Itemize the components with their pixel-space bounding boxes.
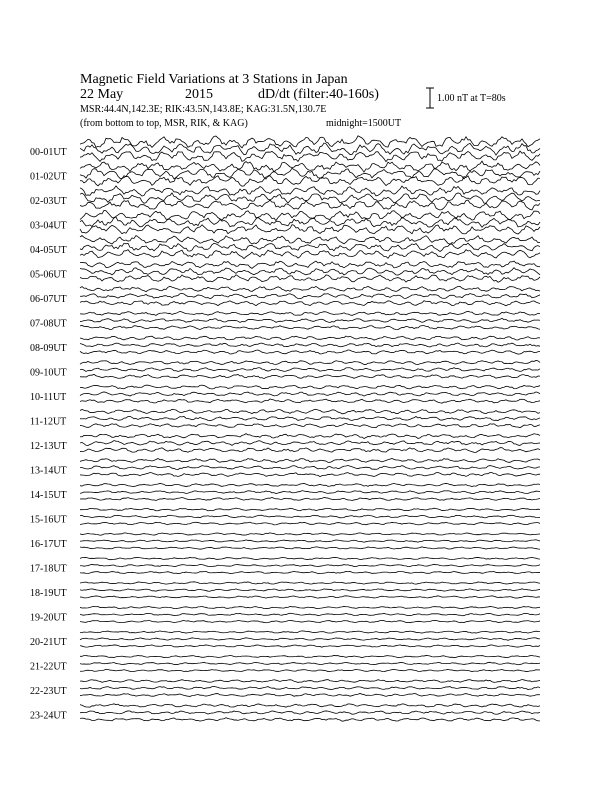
trace-kag (80, 448, 540, 453)
trace-rik (80, 441, 540, 446)
trace-rik (80, 638, 540, 641)
trace-rik (80, 540, 540, 542)
station-order: (from bottom to top, MSR, RIK, & KAG) (80, 118, 248, 129)
trace-msr (80, 409, 540, 414)
trace-kag (80, 374, 540, 378)
trace-rik (80, 293, 540, 298)
trace-rik (80, 193, 540, 203)
trace-rik (80, 491, 540, 494)
trace-kag (80, 718, 540, 721)
trace-msr (80, 631, 540, 633)
trace-kag (80, 399, 540, 403)
hour-label: 02-03UT (30, 196, 67, 207)
scale-label: 1.00 nT at T=80s (437, 93, 506, 104)
trace-msr (80, 385, 540, 389)
hour-label: 19-20UT (30, 612, 67, 624)
trace-kag (80, 645, 540, 647)
trace-kag (80, 522, 540, 525)
trace-rik (80, 368, 540, 372)
trace-msr (80, 680, 540, 683)
trace-kag (80, 301, 540, 306)
trace-msr (80, 434, 540, 439)
trace-rik (80, 268, 540, 275)
hour-label: 11-12UT (30, 416, 67, 428)
trace-rik (80, 589, 540, 591)
trace-rik (80, 466, 540, 470)
hour-label: 23-24UT (30, 710, 67, 722)
trace-msr (80, 508, 540, 511)
trace-msr (80, 261, 540, 268)
hour-label: 04-05UT (30, 245, 67, 256)
trace-rik (80, 318, 540, 322)
trace-kag (80, 423, 540, 427)
hour-label: 18-19UT (30, 588, 67, 599)
trace-kag (80, 325, 540, 329)
trace-kag (80, 547, 540, 549)
hour-label: 05-06UT (30, 269, 67, 281)
trace-kag (80, 275, 540, 283)
trace-msr (80, 360, 540, 364)
trace-kag (80, 669, 540, 671)
trace-msr (80, 704, 540, 707)
trace-msr (80, 311, 540, 315)
hour-label: 06-07UT (30, 294, 67, 305)
trace-msr (80, 336, 540, 340)
trace-rik (80, 564, 540, 566)
midnight-note: midnight=1500UT (326, 118, 402, 129)
chart-method: dD/dt (filter:40-160s) (258, 87, 379, 102)
trace-msr (80, 606, 540, 608)
hour-label: 12-13UT (30, 441, 67, 452)
hour-label: 07-08UT (30, 318, 67, 330)
trace-kag (80, 225, 540, 234)
hour-label: 20-21UT (30, 637, 67, 648)
hour-label: 15-16UT (30, 514, 67, 526)
trace-msr (80, 136, 540, 148)
hour-label: 22-23UT (30, 686, 67, 697)
trace-msr (80, 186, 540, 196)
trace-kag (80, 693, 540, 696)
chart-year: 2015 (185, 87, 213, 102)
hour-label: 08-09UT (30, 343, 67, 354)
trace-kag (80, 176, 540, 187)
trace-msr (80, 235, 540, 244)
hour-label: 10-11UT (30, 392, 67, 403)
trace-kag (80, 350, 540, 354)
trace-rik (80, 662, 540, 664)
trace-msr (80, 533, 540, 535)
trace-rik (80, 243, 540, 251)
trace-kag (80, 472, 540, 476)
trace-msr (80, 286, 540, 291)
hour-label: 16-17UT (30, 539, 67, 550)
trace-rik (80, 343, 540, 347)
trace-rik (80, 416, 540, 420)
station-coordinates: MSR:44.4N,142.3E; RIK:43.5N,143.8E; KAG:31.5N,130.7E (80, 104, 327, 115)
trace-kag (80, 497, 540, 500)
trace-msr (80, 655, 540, 657)
trace-msr (80, 458, 540, 462)
trace-kag (80, 571, 540, 573)
trace-msr (80, 557, 540, 559)
hour-label: 03-04UT (30, 220, 67, 232)
hour-label: 01-02UT (30, 171, 67, 183)
trace-kag (80, 200, 540, 210)
hour-label: 13-14UT (30, 465, 67, 477)
trace-kag (80, 620, 540, 622)
chart-title: Magnetic Field Variations at 3 Stations in Japan (80, 72, 348, 87)
hour-label: 17-18UT (30, 563, 67, 575)
hour-label: 09-10UT (30, 367, 67, 379)
trace-rik (80, 687, 540, 690)
trace-rik (80, 515, 540, 518)
hour-label: 00-01UT (30, 147, 67, 158)
chart-date: 22 May (80, 87, 124, 102)
trace-msr (80, 483, 540, 486)
hour-label: 14-15UT (30, 490, 67, 501)
trace-kag (80, 596, 540, 598)
trace-rik (80, 613, 540, 615)
trace-rik (80, 392, 540, 396)
hour-label: 21-22UT (30, 661, 67, 673)
trace-rik (80, 711, 540, 714)
trace-kag (80, 250, 540, 259)
trace-msr (80, 582, 540, 584)
trace-msr (80, 161, 540, 172)
hour-rows (30, 136, 540, 722)
trace-kag (80, 151, 540, 161)
